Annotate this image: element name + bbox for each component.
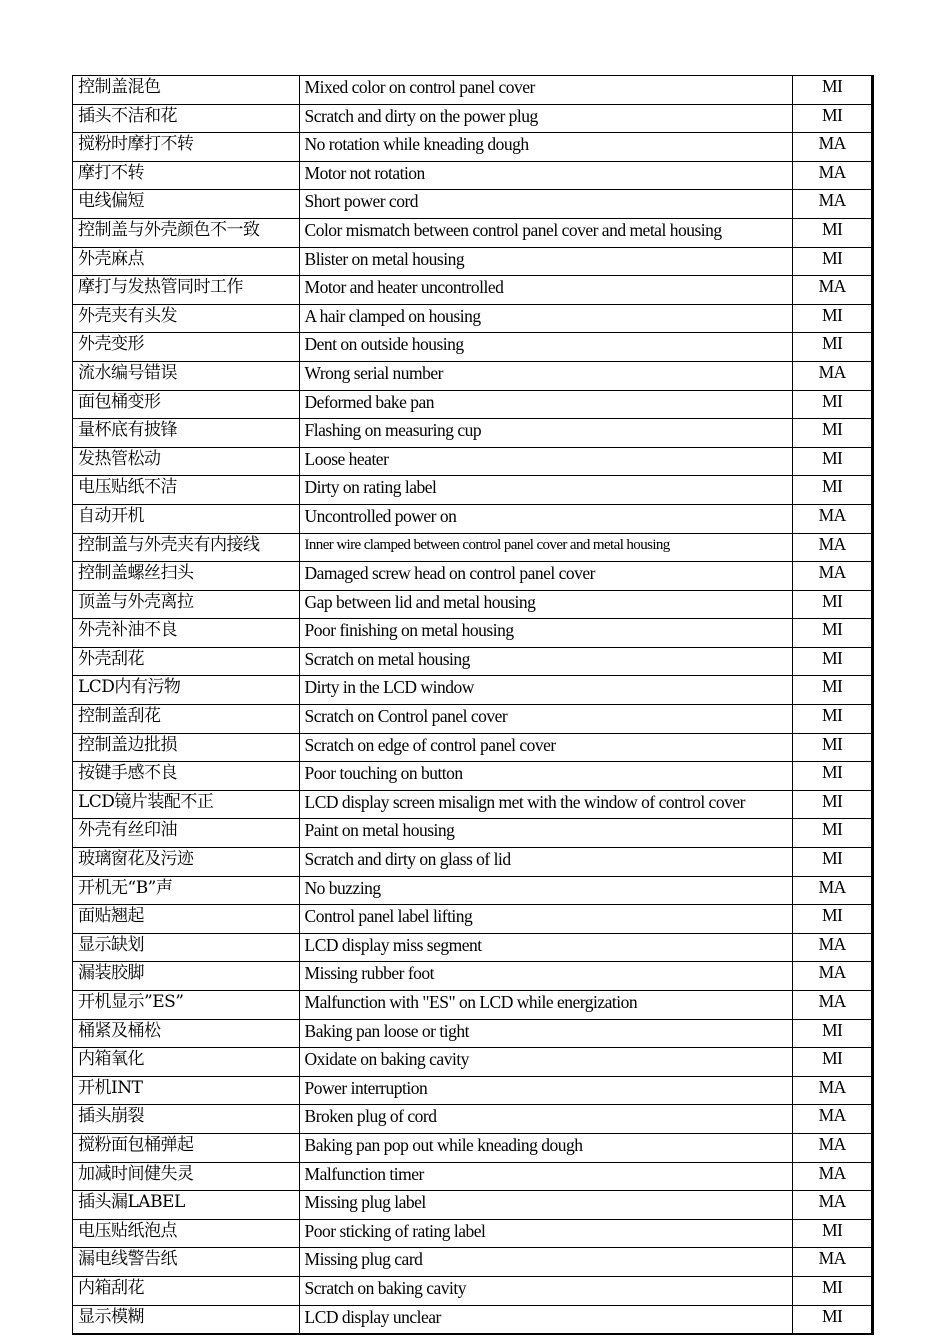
table-row (73, 562, 873, 591)
defect-english-cell: Flashing on measuring cup (299, 419, 793, 448)
table-row (73, 1048, 873, 1077)
table-row (73, 390, 873, 419)
defect-english-cell: Blister on metal housing (299, 247, 793, 276)
defect-chinese-cell: 外壳有丝印油 (73, 819, 300, 848)
defect-class-cell: MI (793, 705, 873, 734)
defect-class-cell: MI (793, 848, 873, 877)
defect-class-cell: MI (793, 790, 873, 819)
defect-chinese-cell: 搅粉面包桶弹起 (73, 1133, 300, 1162)
defect-chinese-cell: 显示缺划 (73, 933, 300, 962)
table-row (73, 1162, 873, 1191)
defect-class-cell: MA (793, 533, 873, 562)
defect-english-cell: Wrong serial number (299, 361, 793, 390)
table-body (73, 76, 873, 1335)
defect-class-cell: MI (793, 1276, 873, 1305)
defect-english-cell: Dent on outside housing (299, 333, 793, 362)
defect-chinese-cell: 开机INT (73, 1076, 300, 1105)
defect-english-cell: Baking pan loose or tight (299, 1019, 793, 1048)
defect-class-cell: MI (793, 733, 873, 762)
defect-english-cell: No buzzing (299, 876, 793, 905)
defect-chinese-cell: 控制盖刮花 (73, 705, 300, 734)
defect-english-cell: Gap between lid and metal housing (299, 590, 793, 619)
defect-chinese-cell: 按键手感不良 (73, 762, 300, 791)
table-row (73, 447, 873, 476)
defect-chinese-cell: 漏电线警告纸 (73, 1248, 300, 1277)
defect-class-cell: MI (793, 1305, 873, 1334)
table-row (73, 962, 873, 991)
defect-chinese-cell: 内箱氧化 (73, 1048, 300, 1077)
defect-english-cell: Poor finishing on metal housing (299, 619, 793, 648)
defect-english-cell: Scratch on edge of control panel cover (299, 733, 793, 762)
defect-english-cell: A hair clamped on housing (299, 304, 793, 333)
defect-chinese-cell: 漏装胶脚 (73, 962, 300, 991)
table-row (73, 218, 873, 247)
defect-english-cell: Dirty in the LCD window (299, 676, 793, 705)
table-row (73, 247, 873, 276)
defect-chinese-cell: 摩打不转 (73, 161, 300, 190)
table-row (73, 161, 873, 190)
defect-chinese-cell: 外壳麻点 (73, 247, 300, 276)
defect-chinese-cell: LCD内有污物 (73, 676, 300, 705)
defect-english-cell: Paint on metal housing (299, 819, 793, 848)
table-row (73, 762, 873, 791)
defect-class-cell: MA (793, 361, 873, 390)
defect-english-cell: Control panel label lifting (299, 905, 793, 934)
defect-english-cell: Scratch and dirty on glass of lid (299, 848, 793, 877)
defect-class-cell: MI (793, 304, 873, 333)
defect-class-cell: MA (793, 190, 873, 219)
defect-chinese-cell: 摩打与发热管同时工作 (73, 276, 300, 305)
defect-class-cell: MA (793, 1191, 873, 1220)
defect-english-cell: Poor sticking of rating label (299, 1219, 793, 1248)
defect-chinese-cell: 内箱刮花 (73, 1276, 300, 1305)
table-row (73, 1248, 873, 1277)
defect-chinese-cell: 外壳变形 (73, 333, 300, 362)
defect-class-cell: MI (793, 104, 873, 133)
defect-chinese-cell: 电压贴纸不洁 (73, 476, 300, 505)
defect-chinese-cell: 加减时间健失灵 (73, 1162, 300, 1191)
defect-chinese-cell: 开机无“B”声 (73, 876, 300, 905)
table-row (73, 476, 873, 505)
table-row (73, 905, 873, 934)
defect-english-cell: Scratch on Control panel cover (299, 705, 793, 734)
defect-chinese-cell: 面包桶变形 (73, 390, 300, 419)
defect-english-cell: Missing plug card (299, 1248, 793, 1277)
table-row (73, 848, 873, 877)
defect-english-cell: Scratch on metal housing (299, 647, 793, 676)
defect-chinese-cell: 量杯底有披锋 (73, 419, 300, 448)
table-row (73, 1133, 873, 1162)
table-row (73, 933, 873, 962)
table-row (73, 419, 873, 448)
table-row (73, 1076, 873, 1105)
defect-chinese-cell: 流水编号错误 (73, 361, 300, 390)
defect-english-cell: Broken plug of cord (299, 1105, 793, 1134)
defect-english-cell: LCD display miss segment (299, 933, 793, 962)
defect-chinese-cell: 顶盖与外壳离拉 (73, 590, 300, 619)
defect-class-cell: MA (793, 962, 873, 991)
defect-class-cell: MA (793, 1076, 873, 1105)
defect-chinese-cell: 外壳刮花 (73, 647, 300, 676)
defect-class-cell: MI (793, 647, 873, 676)
table-row (73, 676, 873, 705)
defect-class-cell: MI (793, 247, 873, 276)
defect-english-cell: Dirty on rating label (299, 476, 793, 505)
defect-english-cell: Loose heater (299, 447, 793, 476)
defect-english-cell: Missing rubber foot (299, 962, 793, 991)
defect-class-cell: MA (793, 562, 873, 591)
defect-chinese-cell: 插头崩裂 (73, 1105, 300, 1134)
defect-class-cell: MI (793, 905, 873, 934)
defect-chinese-cell: 发热管松动 (73, 447, 300, 476)
table-row (73, 1105, 873, 1134)
defect-chinese-cell: 开机显示”ES” (73, 991, 300, 1020)
defect-chinese-cell: 玻璃窗花及污迹 (73, 848, 300, 877)
defect-english-cell: Color mismatch between control panel cover and metal housing (299, 218, 793, 247)
defect-english-cell: Deformed bake pan (299, 390, 793, 419)
defect-english-cell: Poor touching on button (299, 762, 793, 791)
defect-class-cell: MI (793, 76, 873, 105)
defect-english-cell: Malfunction timer (299, 1162, 793, 1191)
defect-chinese-cell: 控制盖与外壳夹有内接线 (73, 533, 300, 562)
defect-english-cell: Short power cord (299, 190, 793, 219)
table-row (73, 790, 873, 819)
table-row (73, 190, 873, 219)
defect-chinese-cell: 面贴翘起 (73, 905, 300, 934)
table-row (73, 304, 873, 333)
defect-chinese-cell: 显示模糊 (73, 1305, 300, 1334)
defect-class-cell: MA (793, 876, 873, 905)
defect-class-cell: MI (793, 390, 873, 419)
table-row (73, 1191, 873, 1220)
table-row (73, 705, 873, 734)
defect-class-cell: MI (793, 218, 873, 247)
defect-english-cell: Baking pan pop out while kneading dough (299, 1133, 793, 1162)
defect-chinese-cell: 电压贴纸泡点 (73, 1219, 300, 1248)
defect-english-cell: Oxidate on baking cavity (299, 1048, 793, 1077)
defect-chinese-cell: 外壳补油不良 (73, 619, 300, 648)
defect-class-cell: MI (793, 590, 873, 619)
defect-class-cell: MI (793, 1219, 873, 1248)
table-row (73, 1276, 873, 1305)
defect-chinese-cell: 控制盖边批损 (73, 733, 300, 762)
table-row (73, 1305, 873, 1334)
defect-class-cell: MI (793, 676, 873, 705)
table-row (73, 333, 873, 362)
defect-class-cell: MA (793, 504, 873, 533)
defect-classification-table (72, 75, 874, 1335)
table-row (73, 647, 873, 676)
table-row (73, 1219, 873, 1248)
defect-english-cell: Mixed color on control panel cover (299, 76, 793, 105)
defect-class-cell: MA (793, 161, 873, 190)
defect-class-cell: MA (793, 276, 873, 305)
defect-class-cell: MI (793, 419, 873, 448)
table-row (73, 133, 873, 162)
defect-english-cell: LCD display unclear (299, 1305, 793, 1334)
defect-chinese-cell: 控制盖螺丝扫头 (73, 562, 300, 591)
defect-class-cell: MA (793, 1105, 873, 1134)
defect-chinese-cell: 控制盖混色 (73, 76, 300, 105)
defect-english-cell: Motor not rotation (299, 161, 793, 190)
table-row (73, 361, 873, 390)
defect-chinese-cell: LCD镜片装配不正 (73, 790, 300, 819)
defect-class-cell: MI (793, 1019, 873, 1048)
defect-english-cell: Damaged screw head on control panel cover (299, 562, 793, 591)
table-row (73, 991, 873, 1020)
defect-chinese-cell: 插头不洁和花 (73, 104, 300, 133)
defect-class-cell: MA (793, 933, 873, 962)
defect-chinese-cell: 自动开机 (73, 504, 300, 533)
table-row (73, 1019, 873, 1048)
defect-class-cell: MI (793, 447, 873, 476)
defect-class-cell: MI (793, 619, 873, 648)
defect-chinese-cell: 插头漏LABEL (73, 1191, 300, 1220)
table-row (73, 104, 873, 133)
defect-chinese-cell: 控制盖与外壳颜色不一致 (73, 218, 300, 247)
defect-english-cell: Missing plug label (299, 1191, 793, 1220)
defect-english-cell: Scratch and dirty on the power plug (299, 104, 793, 133)
table-row (73, 819, 873, 848)
table-row (73, 733, 873, 762)
defect-chinese-cell: 桶紧及桶松 (73, 1019, 300, 1048)
defect-english-cell: Inner wire clamped between control panel cover and metal housing (299, 533, 793, 562)
defect-class-cell: MI (793, 333, 873, 362)
defect-chinese-cell: 外壳夹有头发 (73, 304, 300, 333)
table-row (73, 533, 873, 562)
defect-english-cell: Scratch on baking cavity (299, 1276, 793, 1305)
defect-chinese-cell: 电线偏短 (73, 190, 300, 219)
table-row (73, 876, 873, 905)
defect-class-cell: MA (793, 991, 873, 1020)
defect-class-cell: MI (793, 1048, 873, 1077)
defect-english-cell: Malfunction with "ES" on LCD while energization (299, 991, 793, 1020)
defect-english-cell: Power interruption (299, 1076, 793, 1105)
defect-chinese-cell: 搅粉时摩打不转 (73, 133, 300, 162)
defect-class-cell: MA (793, 133, 873, 162)
defect-english-cell: Motor and heater uncontrolled (299, 276, 793, 305)
defect-class-cell: MI (793, 762, 873, 791)
defect-class-cell: MA (793, 1162, 873, 1191)
table-row (73, 76, 873, 105)
table-row (73, 504, 873, 533)
defect-class-cell: MA (793, 1133, 873, 1162)
defect-class-cell: MI (793, 476, 873, 505)
table-row (73, 590, 873, 619)
defect-english-cell: No rotation while kneading dough (299, 133, 793, 162)
defect-english-cell: Uncontrolled power on (299, 504, 793, 533)
defect-english-cell: LCD display screen misalign met with the window of control cover (299, 790, 793, 819)
table-row (73, 619, 873, 648)
defect-class-cell: MA (793, 1248, 873, 1277)
defect-class-cell: MI (793, 819, 873, 848)
table-row (73, 276, 873, 305)
